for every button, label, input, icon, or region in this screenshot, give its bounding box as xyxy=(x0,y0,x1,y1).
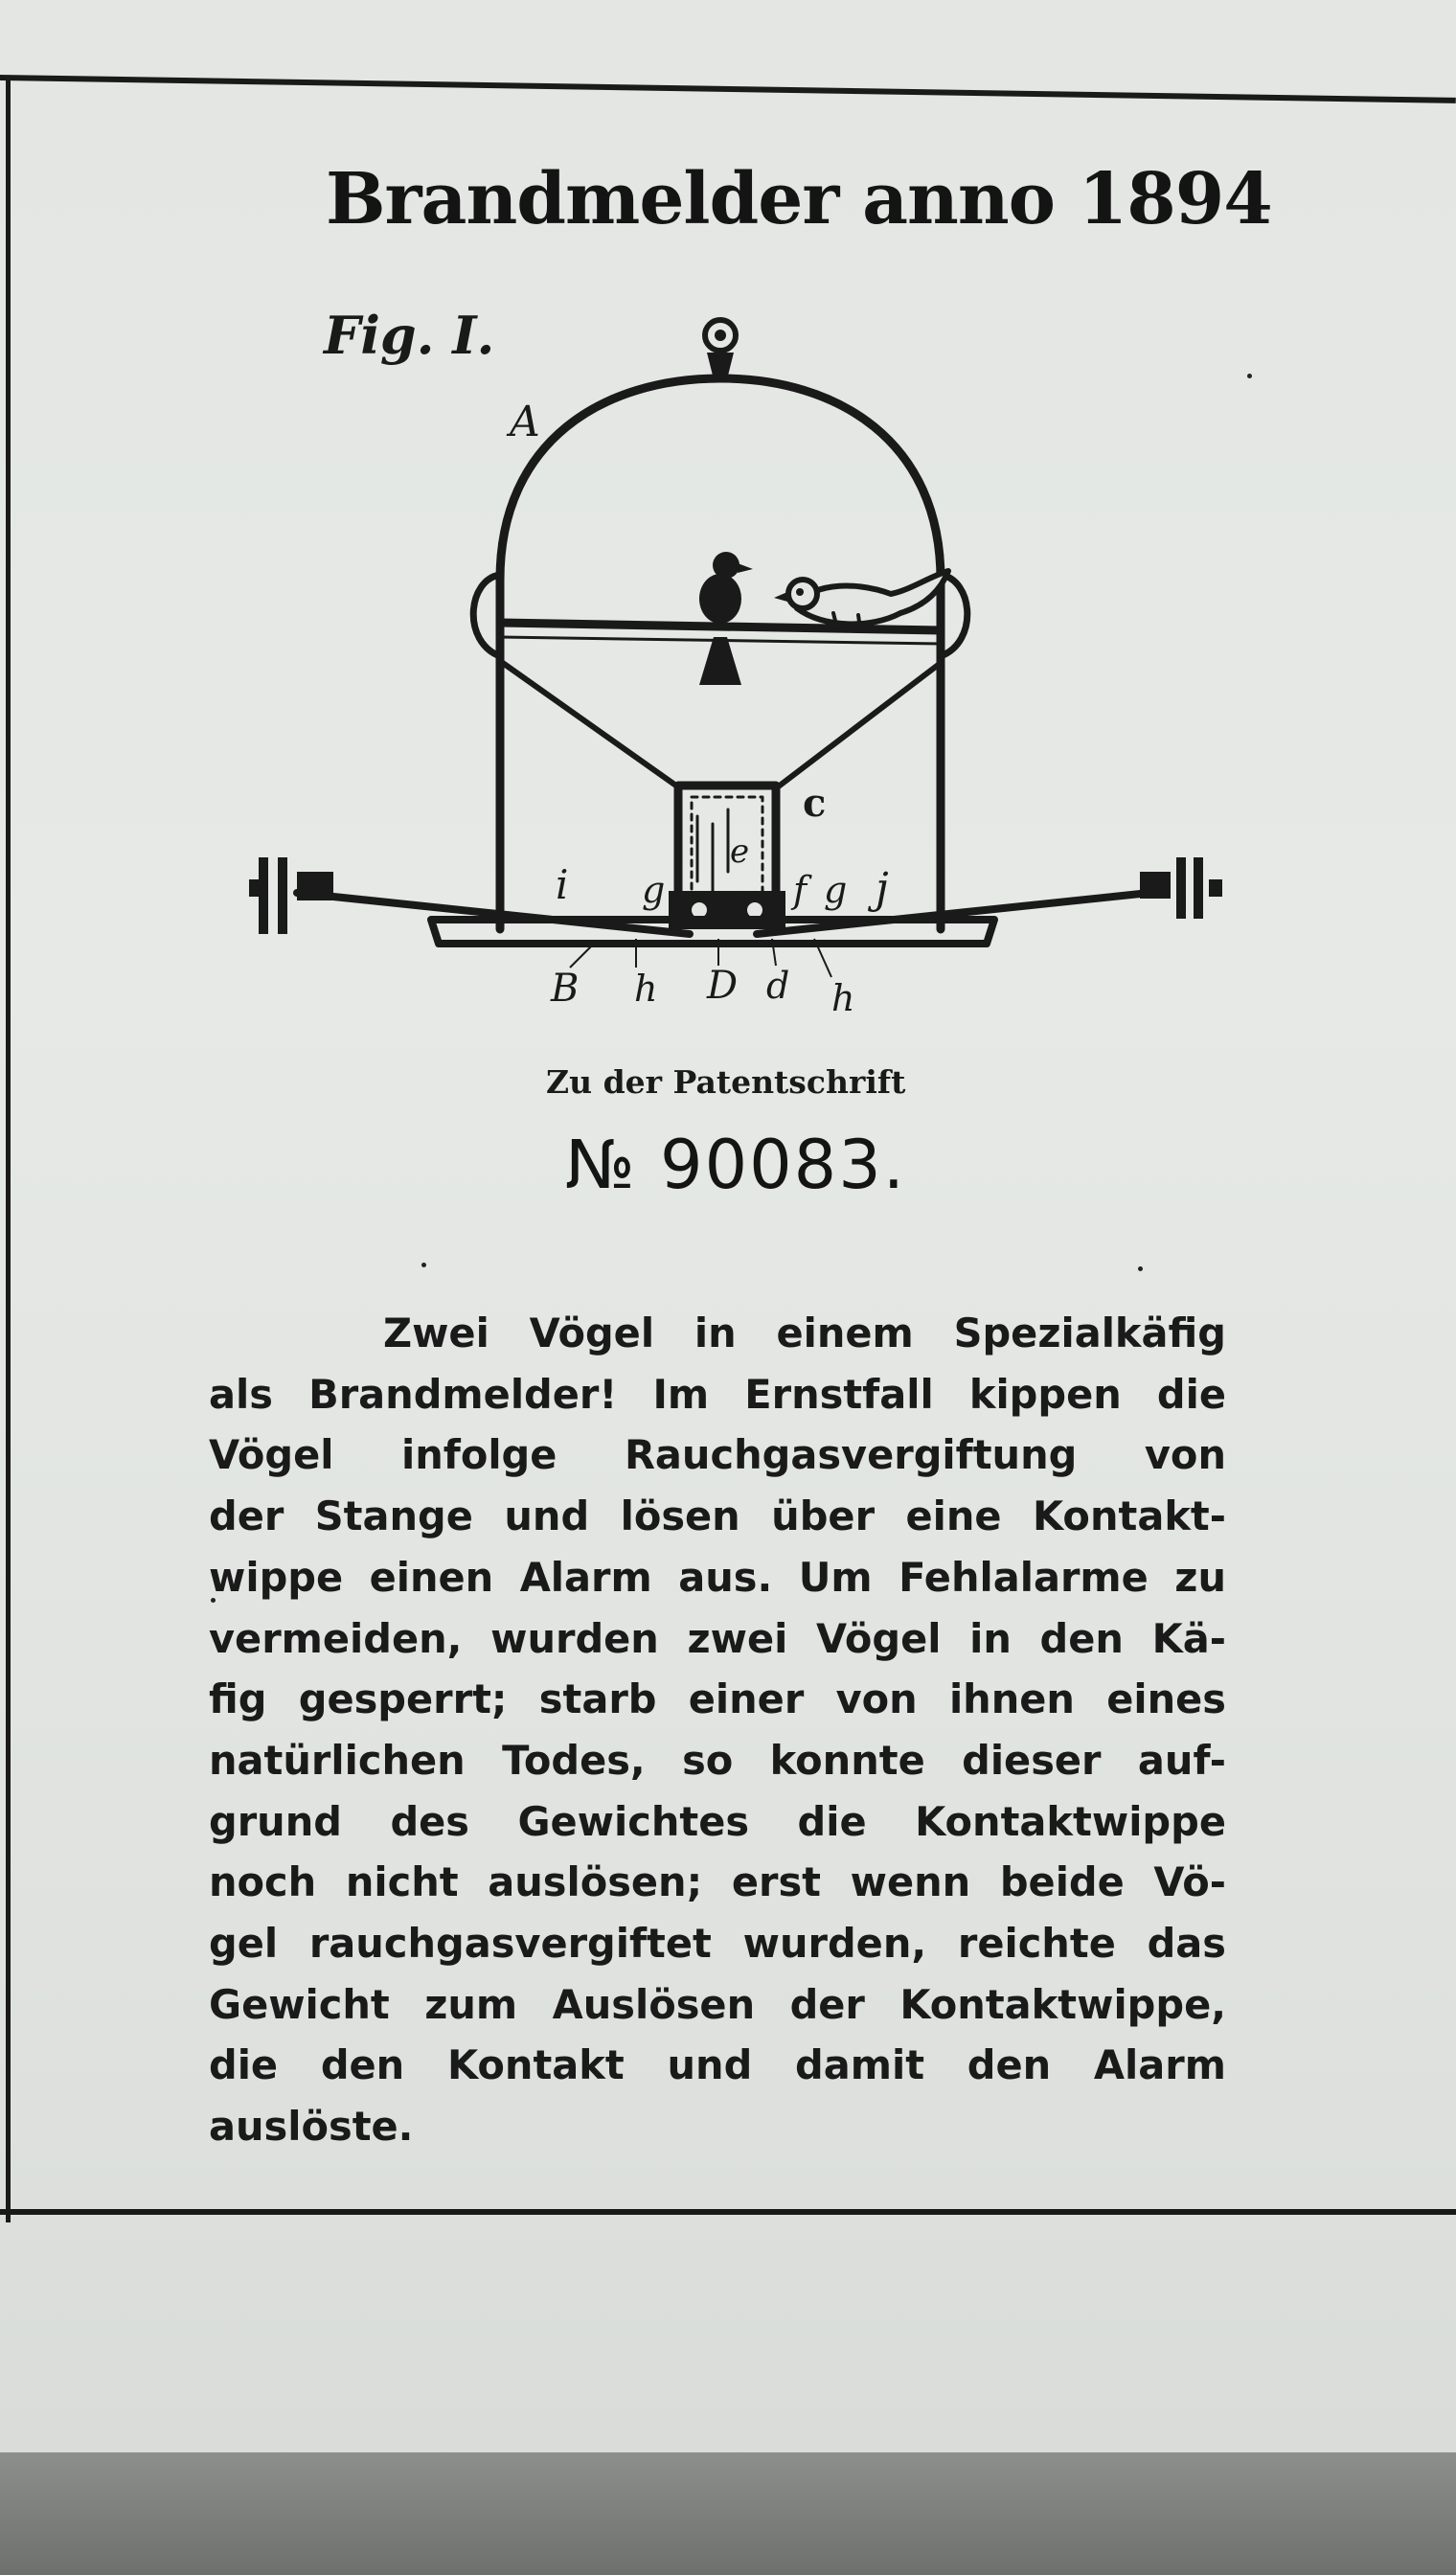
body-line: die den Kontakt und damit den Alarm xyxy=(209,2041,1226,2089)
patent-caption: Zu der Patentschrift xyxy=(546,1063,906,1101)
terminal-left xyxy=(249,857,333,934)
desk-background xyxy=(0,2452,1456,2575)
body-line: der Stange und lösen über eine Kontakt- xyxy=(209,1493,1226,1540)
diagram-label-h-right: h xyxy=(831,977,855,1019)
body-line: Zwei Vögel in einem Spezialkäfig xyxy=(383,1310,1226,1356)
diagram-label-a: A xyxy=(510,398,540,446)
body-line: Gewicht zum Auslösen der Kontaktwippe, xyxy=(209,1980,1226,2028)
figure-label: Fig. I. xyxy=(324,305,495,366)
document-title: Brandmelder anno 1894 xyxy=(326,158,1272,240)
speck-2 xyxy=(1138,1266,1143,1271)
patent-number: № 90083. xyxy=(565,1126,906,1204)
body-line: Vögel infolge Rauchgasvergiftung von xyxy=(209,1431,1226,1479)
body-text xyxy=(209,1303,1226,2157)
diagram-label-B: B xyxy=(551,967,580,1011)
diagram-label-i: i xyxy=(556,861,569,908)
cage-base xyxy=(431,920,994,944)
bird-right-icon xyxy=(774,571,948,628)
rocker-left xyxy=(297,893,690,934)
rocker-right xyxy=(757,893,1149,934)
body-line: natürlichen Todes, so konnte dieser auf- xyxy=(209,1736,1226,1784)
body-line: vermeiden, wurden zwei Vögel in den Kä- xyxy=(209,1614,1226,1662)
diagram-label-g-right: g xyxy=(824,869,848,911)
frame-left-rule xyxy=(6,77,11,2222)
diagram-label-e: e xyxy=(730,832,750,871)
body-line: fig gesperrt; starb einer von ihnen eines xyxy=(209,1675,1226,1723)
body-line: grund des Gewichtes die Kontaktwippe xyxy=(209,1797,1226,1845)
diagram-label-c: c xyxy=(803,781,827,826)
diagram-label-g-left: g xyxy=(642,869,666,911)
body-line: auslöste. xyxy=(209,2103,414,2151)
body-line: gel rauchgasvergiftet wurden, reichte das xyxy=(209,1920,1226,1968)
body-line: noch nicht auslösen; erst wenn beide Vö- xyxy=(209,1858,1226,1906)
body-line: wippe einen Alarm aus. Um Fehlalarme zu xyxy=(209,1553,1226,1601)
frame-bottom-rule xyxy=(0,2209,1456,2215)
diagram-label-f: f xyxy=(793,869,808,911)
diagram-label-j: j xyxy=(876,864,889,913)
diagram-label-d: d xyxy=(766,965,790,1007)
speck-1 xyxy=(421,1263,426,1267)
speck-4 xyxy=(1247,374,1252,378)
body-line: als Brandmelder! Im Ernstfall kippen die xyxy=(209,1370,1226,1418)
diagram-label-h-left: h xyxy=(634,968,658,1010)
birdcage-illustration xyxy=(239,307,1236,1044)
bird-left-icon xyxy=(699,552,753,685)
diagram-label-D: D xyxy=(707,964,739,1008)
terminal-right xyxy=(1140,857,1222,919)
